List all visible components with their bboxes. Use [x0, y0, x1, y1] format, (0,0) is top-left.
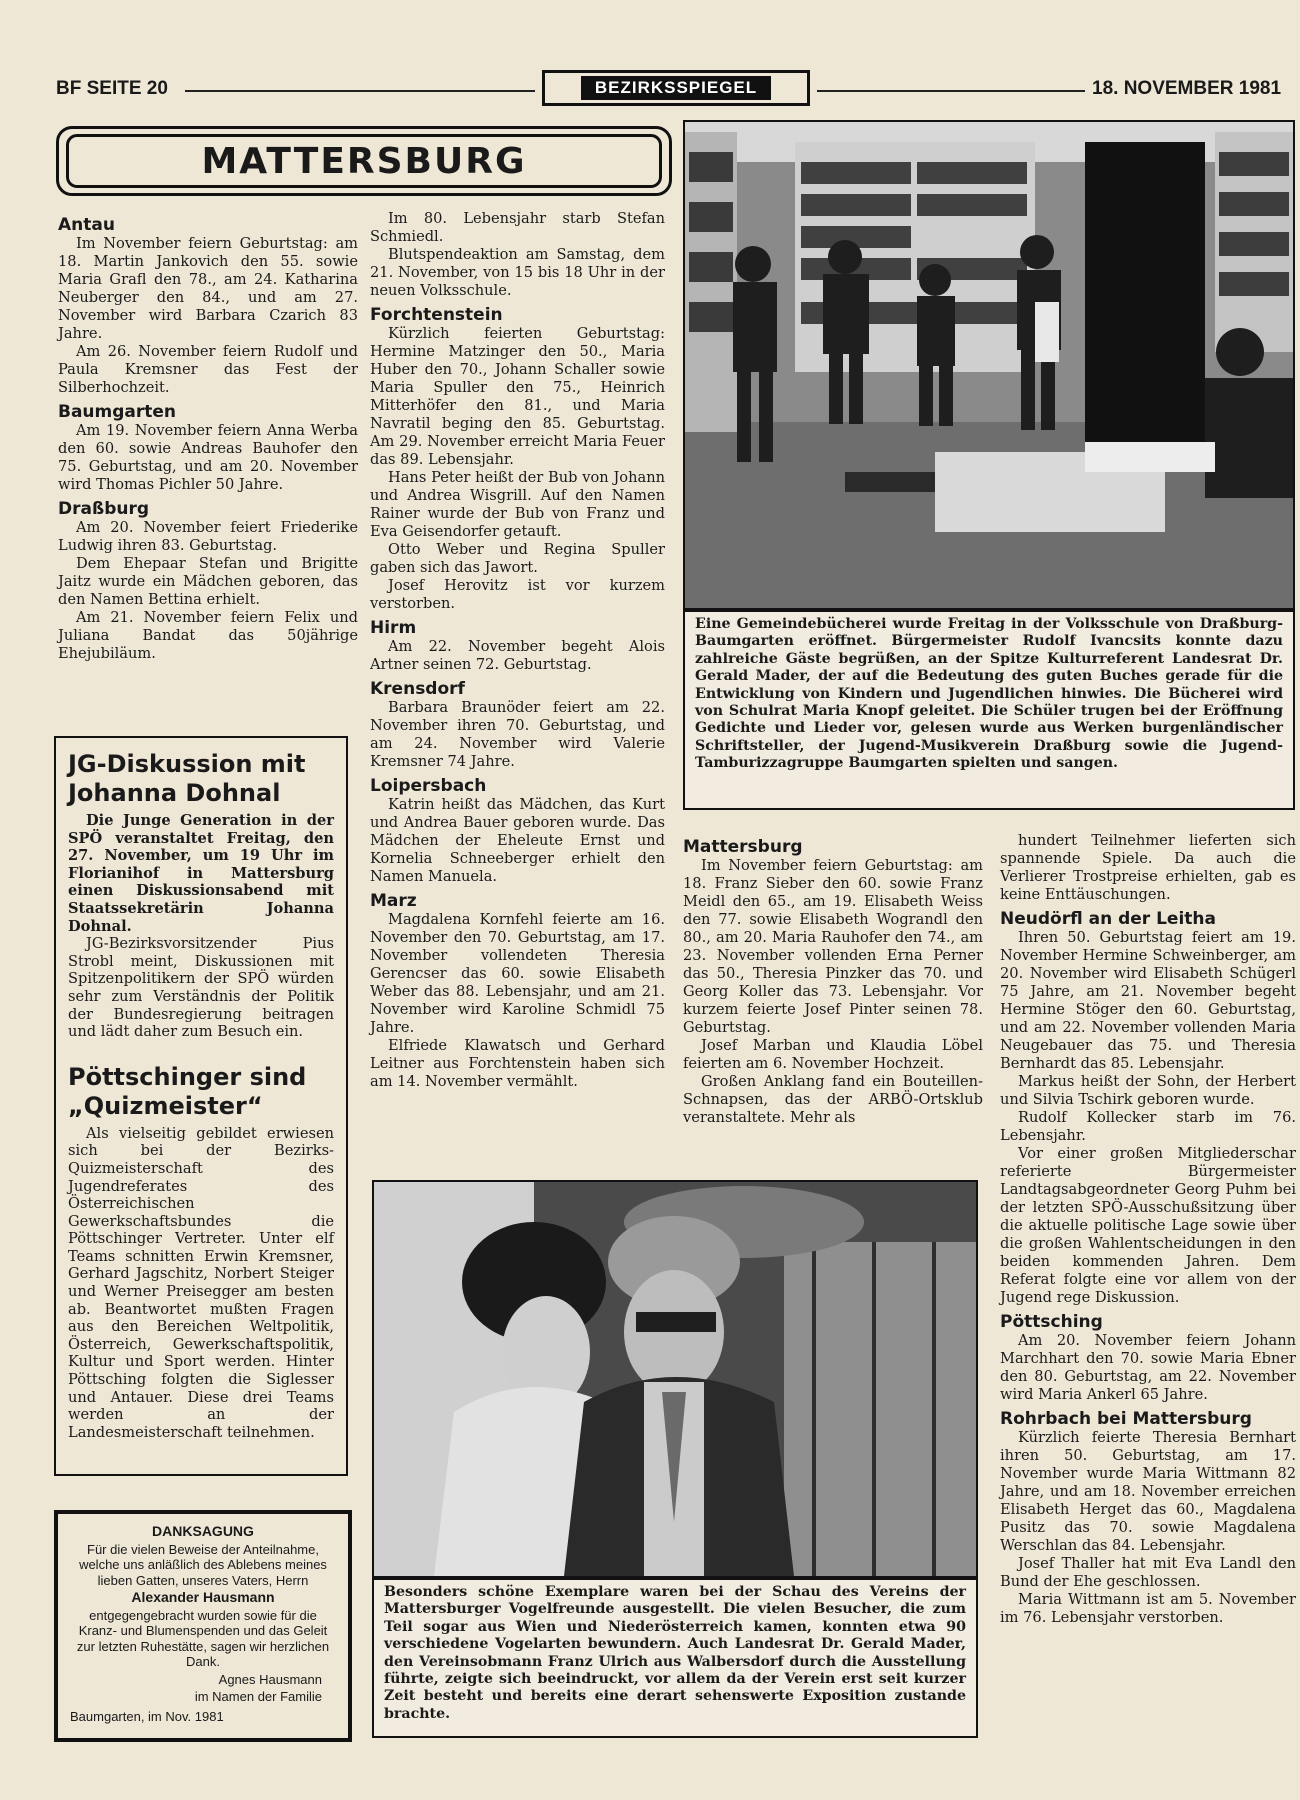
paragraph: Josef Thaller hat mit Eva Landl den Bund der Ehe geschlossen. — [1000, 1555, 1296, 1590]
library-caption: Eine Gemeindebücherei wurde Freitag in der Volksschule von Draßburg-Baumgarten eröffnet. Bürgermeister Rudolf Ivancsits konnte dazu zahlreiche Gäste begrüßen, an der Spitze Kulturreferent Landesrat Dr. Gerald Mader, der auf die Bedeutung des guten Buches gerade für die Entwicklung von Kindern und Jugendlichen hinwies. Die Bücherei wird von Schulrat Maria Knopf geleitet. Die Schüler trugen bei der Eröffnung Gedichte und Lieder vor, gelesen wurde aus Werken burgenländischer Schriftsteller, der Jugend-Musikverein Draßburg sowie die Jugend-Tamburizzagruppe Baumgarten spielten und sangen. — [683, 610, 1295, 810]
bird-show-photo-image — [374, 1182, 976, 1576]
paragraph: Am 20. November feiert Friederike Ludwig ihren 83. Geburtstag. — [58, 519, 358, 554]
paragraph: Am 20. November feiern Johann Marchhart den 70. sowie Maria Ebner den 80. Geburtstag, am 22. November wird Maria Ankerl 65 Jahre. — [1000, 1332, 1296, 1403]
jg-lead: Die Junge Generation in der SPÖ veranstaltet Freitag, den 27. November, um 19 Uhr im Florianihof in Mattersburg einen Diskussionsabend mit Staatssekretärin Johanna Dohnal. — [68, 812, 334, 935]
quiz-headline: Pöttschinger sind „Quizmeister“ — [68, 1062, 307, 1120]
paragraph: Josef Herovitz ist vor kurzem verstorben. — [370, 577, 665, 612]
section-heading: Forchtenstein — [370, 305, 503, 325]
section-heading: Neudörfl an der Leitha — [1000, 909, 1216, 929]
jg-body: JG-Bezirksvorsitzender Pius Strobl meint, Diskussionen mit Spitzenpolitikern der SPÖ würden sehr zum Verständnis der Politik der Bundesregierung beitragen und lädt daher zum Besuch ein. — [68, 935, 334, 1041]
section-heading: Baumgarten — [58, 402, 177, 422]
section-heading: Antau — [58, 215, 115, 235]
library-photo — [683, 120, 1295, 610]
danksagung-text2: entgegengebracht wurden sowie für die Kranz- und Blumenspenden und das Geleit zur letzten Ruhestätte, sagen wir herzlichen Dank. — [76, 1607, 330, 1669]
town-title: MATTERSBURG — [201, 140, 527, 182]
paragraph: Katrin heißt das Mädchen, das Kurt und Andrea Bauer geboren wurde. Das Mädchen der Eheleute Ernst und Kornelia Schneeberger erhielt den Namen Manuela. — [370, 796, 665, 885]
library-photo-image — [685, 122, 1293, 608]
paragraph: Hans Peter heißt der Bub von Johann und Andrea Wisgrill. Auf den Namen Rainer wurde der Bub von Franz und Eva Geisendorfer getauft. — [370, 469, 665, 540]
paragraph: Markus heißt der Sohn, der Herbert und Silvia Tschirk geboren wurde. — [1000, 1073, 1296, 1108]
paragraph: Am 26. November feiern Rudolf und Paula Kremsner das Fest der Silberhochzeit. — [58, 343, 358, 396]
danksagung-text: Für die vielen Beweise der Anteilnahme, welche uns anläßlich des Ablebens meines lieben Gatten, unseres Vaters, Herrn — [79, 1541, 327, 1588]
paragraph: Kürzlich feierte Theresia Bernhart ihren 50. Geburtstag, am 17. November wurde Maria Wittmann 82 Jahre, und am 18. November erreichen Elisabeth Herget das 60., Magdalena Pusitz das 70. sowie Magdalena Werschlan das 84. Lebensjahr. — [1000, 1429, 1296, 1554]
paragraph: Maria Wittmann ist am 5. November im 76. Lebensjahr verstorben. — [1000, 1591, 1296, 1626]
paragraph: Im November feiern Geburtstag: am 18. Martin Jankovich den 55. sowie Maria Grafl den 78., am 24. Katharina Neuberger den 84., und am 27. November wird Barbara Czarich 83 Jahre. — [58, 235, 358, 342]
paragraph: Im November feiern Geburtstag: am 18. Franz Sieber den 60. sowie Franz Meidl den 65., am 19. Elisabeth Weiss den 77. sowie Elisabeth Wograndl den 80., am 20. Maria Rauhofer den 74., am 23. November vollenden Erna Perner das 50., Theresia Pinzker das 70. und Georg Koller das 73. Lebensjahr. Vor kurzem feierte Josef Pinter seinen 78. Geburtstag. — [683, 857, 983, 1036]
paragraph: Blutspendeaktion am Samstag, dem 21. November, von 15 bis 18 Uhr in der neuen Volksschule. — [370, 246, 665, 299]
section-heading: Mattersburg — [683, 837, 803, 857]
danksagung-place: Baumgarten, im Nov. 1981 — [70, 1708, 224, 1724]
column-4 — [1000, 832, 1296, 1627]
section-heading: Marz — [370, 891, 417, 911]
section-heading: Loipersbach — [370, 776, 487, 796]
paragraph: Elfriede Klawatsch und Gerhard Leitner aus Forchtenstein haben sich am 14. November vermählt. — [370, 1037, 665, 1090]
danksagung-box — [54, 1510, 352, 1742]
danksagung-signer: Agnes Hausmann — [218, 1671, 322, 1687]
issue-date: 18. NOVEMBER 1981 — [1092, 78, 1282, 99]
bird-show-photo — [372, 1180, 978, 1578]
paragraph: Dem Ehepaar Stefan und Brigitte Jaitz wurde ein Mädchen geboren, das den Namen Bettina erhielt. — [58, 555, 358, 608]
section-heading: Krensdorf — [370, 679, 465, 699]
page-label: BF SEITE 20 — [56, 78, 168, 99]
paragraph: Magdalena Kornfehl feierte am 16. November den 70. Geburtstag, am 17. November vollendeten Theresia Gerencser das 60. sowie Elisabeth Weber das 88. Lebensjahr, und am 21. November wird Karoline Schmidl 75 Jahre. — [370, 911, 665, 1036]
paragraph: hundert Teilnehmer lieferten sich spannende Spiele. Da auch die Verlierer Trostpreise erhielten, gab es keine Enttäuschungen. — [1000, 832, 1296, 903]
paragraph: Im 80. Lebensjahr starb Stefan Schmiedl. — [370, 210, 665, 245]
paragraph: Ihren 50. Geburtstag feiert am 19. November Hermine Schweinberger, am 20. November wird Elisabeth Schügerl 75 Jahre, am 21. November begeht Hermine Stöger den 60. Geburtstag, und am 22. November vollenden Maria Neugebauer das 75. und Theresia Bernhardt das 85. Lebensjahr. — [1000, 929, 1296, 1072]
bird-show-caption: Besonders schöne Exemplare waren bei der Schau des Vereins der Mattersburger Vogelfreunde ausgestellt. Die vielen Besucher, die zum Teil sogar aus Wien und Niederösterreich kamen, konnten etwa 90 verschiedene Vogelarten bewundern. Auch Landesrat Dr. Gerald Mader, den Vereinsobmann Franz Ulrich aus Walbersdorf durch die Ausstellung führte, zeigte sich beeindruckt, vor allem da der Verein erst seit kurzer Zeit besteht und bereits eine derart sehenswerte Exposition zustande brachte. — [372, 1578, 978, 1738]
paragraph: Am 22. November begeht Alois Artner seinen 72. Geburtstag. — [370, 638, 665, 673]
town-title-box — [56, 126, 672, 196]
danksagung-name: Alexander Hausmann — [131, 1589, 275, 1605]
danksagung-signer-note: im Namen der Familie — [194, 1689, 322, 1704]
paragraph: Großen Anklang fand ein Bouteillen-Schnapsen, das der ARBÖ-Ortsklub veranstaltete. Mehr als — [683, 1073, 983, 1126]
header-rule-left — [185, 90, 535, 92]
paragraph: Rudolf Kollecker starb im 76. Lebensjahr. — [1000, 1109, 1296, 1144]
section-heading: Rohrbach bei Mattersburg — [1000, 1409, 1252, 1429]
masthead — [542, 70, 810, 106]
section-heading: Hirm — [370, 618, 417, 638]
paragraph: Am 19. November feiern Anna Werba den 60. sowie Andreas Bauhofer den 75. Geburtstag, und am 20. November wird Thomas Pichler 50 Jahre. — [58, 422, 358, 493]
column-1 — [58, 210, 358, 663]
paragraph: Kürzlich feierten Geburtstag: Hermine Matzinger den 50., Maria Huber den 70., Johann Schaller sowie Maria Spuller den 75., Heinrich Mitterhöfer den 81., und Maria Navratil beging den 85. Geburtstag. Am 29. November erreicht Maria Feuer das 89. Lebensjahr. — [370, 325, 665, 468]
jg-box — [54, 736, 348, 1476]
danksagung-title: DANKSAGUNG — [152, 1523, 254, 1539]
column-2 — [370, 210, 665, 1091]
paragraph: Otto Weber und Regina Spuller gaben sich das Jawort. — [370, 541, 665, 576]
header-rule-right — [817, 90, 1085, 92]
paragraph: Josef Marban und Klaudia Löbel feierten am 6. November Hochzeit. — [683, 1037, 983, 1072]
paragraph: Barbara Braunöder feiert am 22. November ihren 70. Geburtstag, und am 24. November wird Valerie Kremsner 74 Jahre. — [370, 699, 665, 770]
paragraph: Am 21. November feiern Felix und Juliana Bandat das 50jährige Ehejubiläum. — [58, 609, 358, 662]
masthead-label: BEZIRKSSPIEGEL — [581, 76, 771, 100]
section-heading: Pöttsching — [1000, 1312, 1103, 1332]
column-3 — [683, 832, 983, 1127]
jg-headline: JG-Diskussion mit Johanna Dohnal — [68, 750, 306, 807]
quiz-body: Als vielseitig gebildet erwiesen sich bei der Bezirks-Quizmeisterschaft des Jugendreferates des Österreichischen Gewerkschaftsbundes die Pöttschinger Vertreter. Unter elf Teams schnitten Erwin Kremsner, Gerhard Jagschitz, Norbert Steiger und Werner Preisegger am besten ab. Beantwortet mußten Fragen aus den Bereichen Weltpolitik, Österreich, Gewerkschaftspolitik, Kultur und Sport werden. Hinter Pöttsching folgten die Siglesser und Antauer. Diese drei Teams werden an der Landesmeisterschaft teilnehmen. — [68, 1124, 334, 1441]
paragraph: Vor einer großen Mitgliederschar referierte Bürgermeister Landtagsabgeordneter Georg Puhm bei der letzten SPÖ-Ausschußsitzung über die aktuelle politische Lage sowie über die großen Wahlentscheidungen in den beiden kommenden Jahren. Dem Referat folgte eine vor allem von der Jugend rege Diskussion. — [1000, 1145, 1296, 1306]
section-heading: Draßburg — [58, 499, 150, 519]
